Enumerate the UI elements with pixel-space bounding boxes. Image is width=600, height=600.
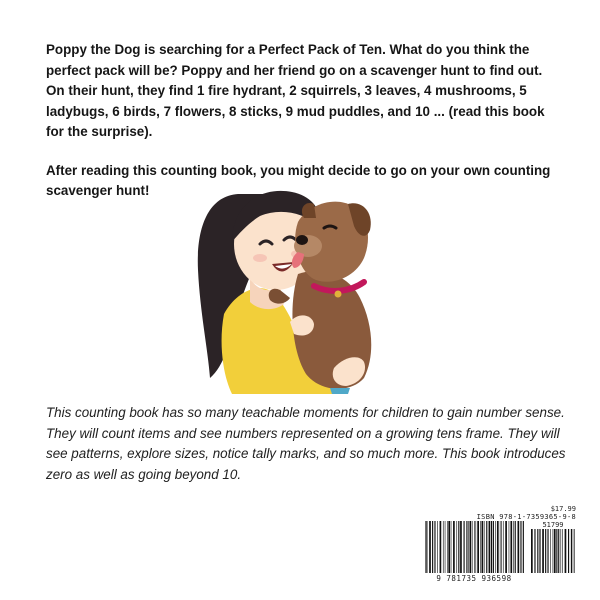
barcode-bar (540, 529, 541, 573)
barcode-bar (573, 529, 574, 573)
barcode-bar (482, 521, 484, 573)
ean-barcode (424, 521, 524, 573)
barcode-bar (437, 521, 438, 573)
barcode-bar (545, 529, 546, 573)
dog-collar-tag (335, 291, 342, 298)
barcode-bar (539, 529, 540, 573)
barcode-bar (562, 529, 563, 573)
dog-paw (269, 289, 290, 304)
barcode-bar (561, 529, 562, 573)
barcode-bar (432, 521, 433, 573)
barcode-bar (477, 521, 479, 573)
barcode-bar (509, 521, 510, 573)
barcode-bar (451, 521, 452, 573)
barcode-bar (571, 529, 572, 573)
barcode-bar (480, 521, 481, 573)
barcode-bar (447, 521, 448, 573)
barcode-bar (505, 521, 507, 573)
barcode-bar (486, 521, 487, 573)
barcode-bar (464, 521, 465, 573)
barcode-bar (491, 521, 492, 573)
barcode-bar (474, 521, 475, 573)
barcode-bar (476, 521, 477, 573)
barcode-bar (445, 521, 446, 573)
barcode-bar (542, 529, 544, 573)
barcode-bar (429, 521, 431, 573)
barcode-bar (523, 521, 524, 573)
description-text: This counting book has so many teachable moments for children to gain number sense. They will count items and see numbers represented on a growing tens frame. They will see patterns, explore sizes, notice tally marks, and so much more. This book introduces zero as well as going beyond 10. (46, 405, 566, 482)
barcode-bar (558, 529, 559, 573)
barcode-bar (440, 521, 442, 573)
barcode-bar (501, 521, 502, 573)
barcode-bar (568, 529, 569, 573)
barcode-bar (553, 529, 554, 573)
book-description (46, 403, 566, 485)
addon-barcode (530, 529, 576, 573)
barcode-bar (458, 521, 459, 573)
barcode-bar (443, 521, 444, 573)
barcode-bar (493, 521, 494, 573)
girl-pants (330, 388, 350, 394)
barcode-bar (531, 529, 533, 573)
barcode-bar (468, 521, 469, 573)
girl-hugging-dog-illustration (180, 182, 420, 394)
barcode-bar (554, 529, 556, 573)
barcode-bar (503, 521, 504, 573)
barcode-bar (472, 521, 473, 573)
barcode-bar (484, 521, 485, 573)
price-addon-digits: 51799 (542, 521, 564, 529)
barcode-bar (448, 521, 450, 573)
barcode-bar (537, 529, 538, 573)
barcode-bar (426, 521, 427, 573)
barcode-bar (518, 521, 520, 573)
barcode-bar (434, 521, 435, 573)
ean-digits: 9 781735 936598 (436, 574, 512, 583)
barcode-bar (453, 521, 455, 573)
barcode-bar (565, 529, 567, 573)
blurb-paragraph-2: After reading this counting book, you might decide to go on your own counting scavenger hunt! (46, 162, 551, 198)
barcode-bar (489, 521, 491, 573)
blurb-paragraph-1: Poppy the Dog is searching for a Perfect Pack of Ten. What do you think the perfect pack will be? Poppy and her friend go on a scavenger hunt to find out. On their hunt, they find 1 fire hydrant, 2 squirrels, 3 leaves, 4 mushrooms, 5 ladybugs, 6 birds, 7 flowers, 8 sticks, 9 mud puddles, and 10 ... (read this book for the surprise). (46, 42, 545, 139)
barcode-bar (456, 521, 457, 573)
barcode-bar (425, 521, 426, 573)
barcode-bar (497, 521, 499, 573)
barcode-bar (520, 521, 521, 573)
barcode-bar (460, 521, 462, 573)
barcode-bar (547, 529, 548, 573)
price-label: $17.99 (550, 505, 576, 513)
barcode-bar (513, 521, 514, 573)
barcode-bar (510, 521, 512, 573)
girl-cheek-left (253, 254, 267, 262)
dog-nose (296, 235, 308, 245)
barcode-bar (556, 529, 557, 573)
barcode-bar (574, 529, 575, 573)
barcode-bar (495, 521, 496, 573)
barcode-bar (470, 521, 472, 573)
barcode-bar (515, 521, 516, 573)
barcode-bar (534, 529, 535, 573)
barcode-bar (466, 521, 467, 573)
barcode-bar (550, 529, 551, 573)
isbn-label: ISBN 978-1-7359365-9-8 (476, 513, 576, 521)
barcode-bar (500, 521, 501, 573)
